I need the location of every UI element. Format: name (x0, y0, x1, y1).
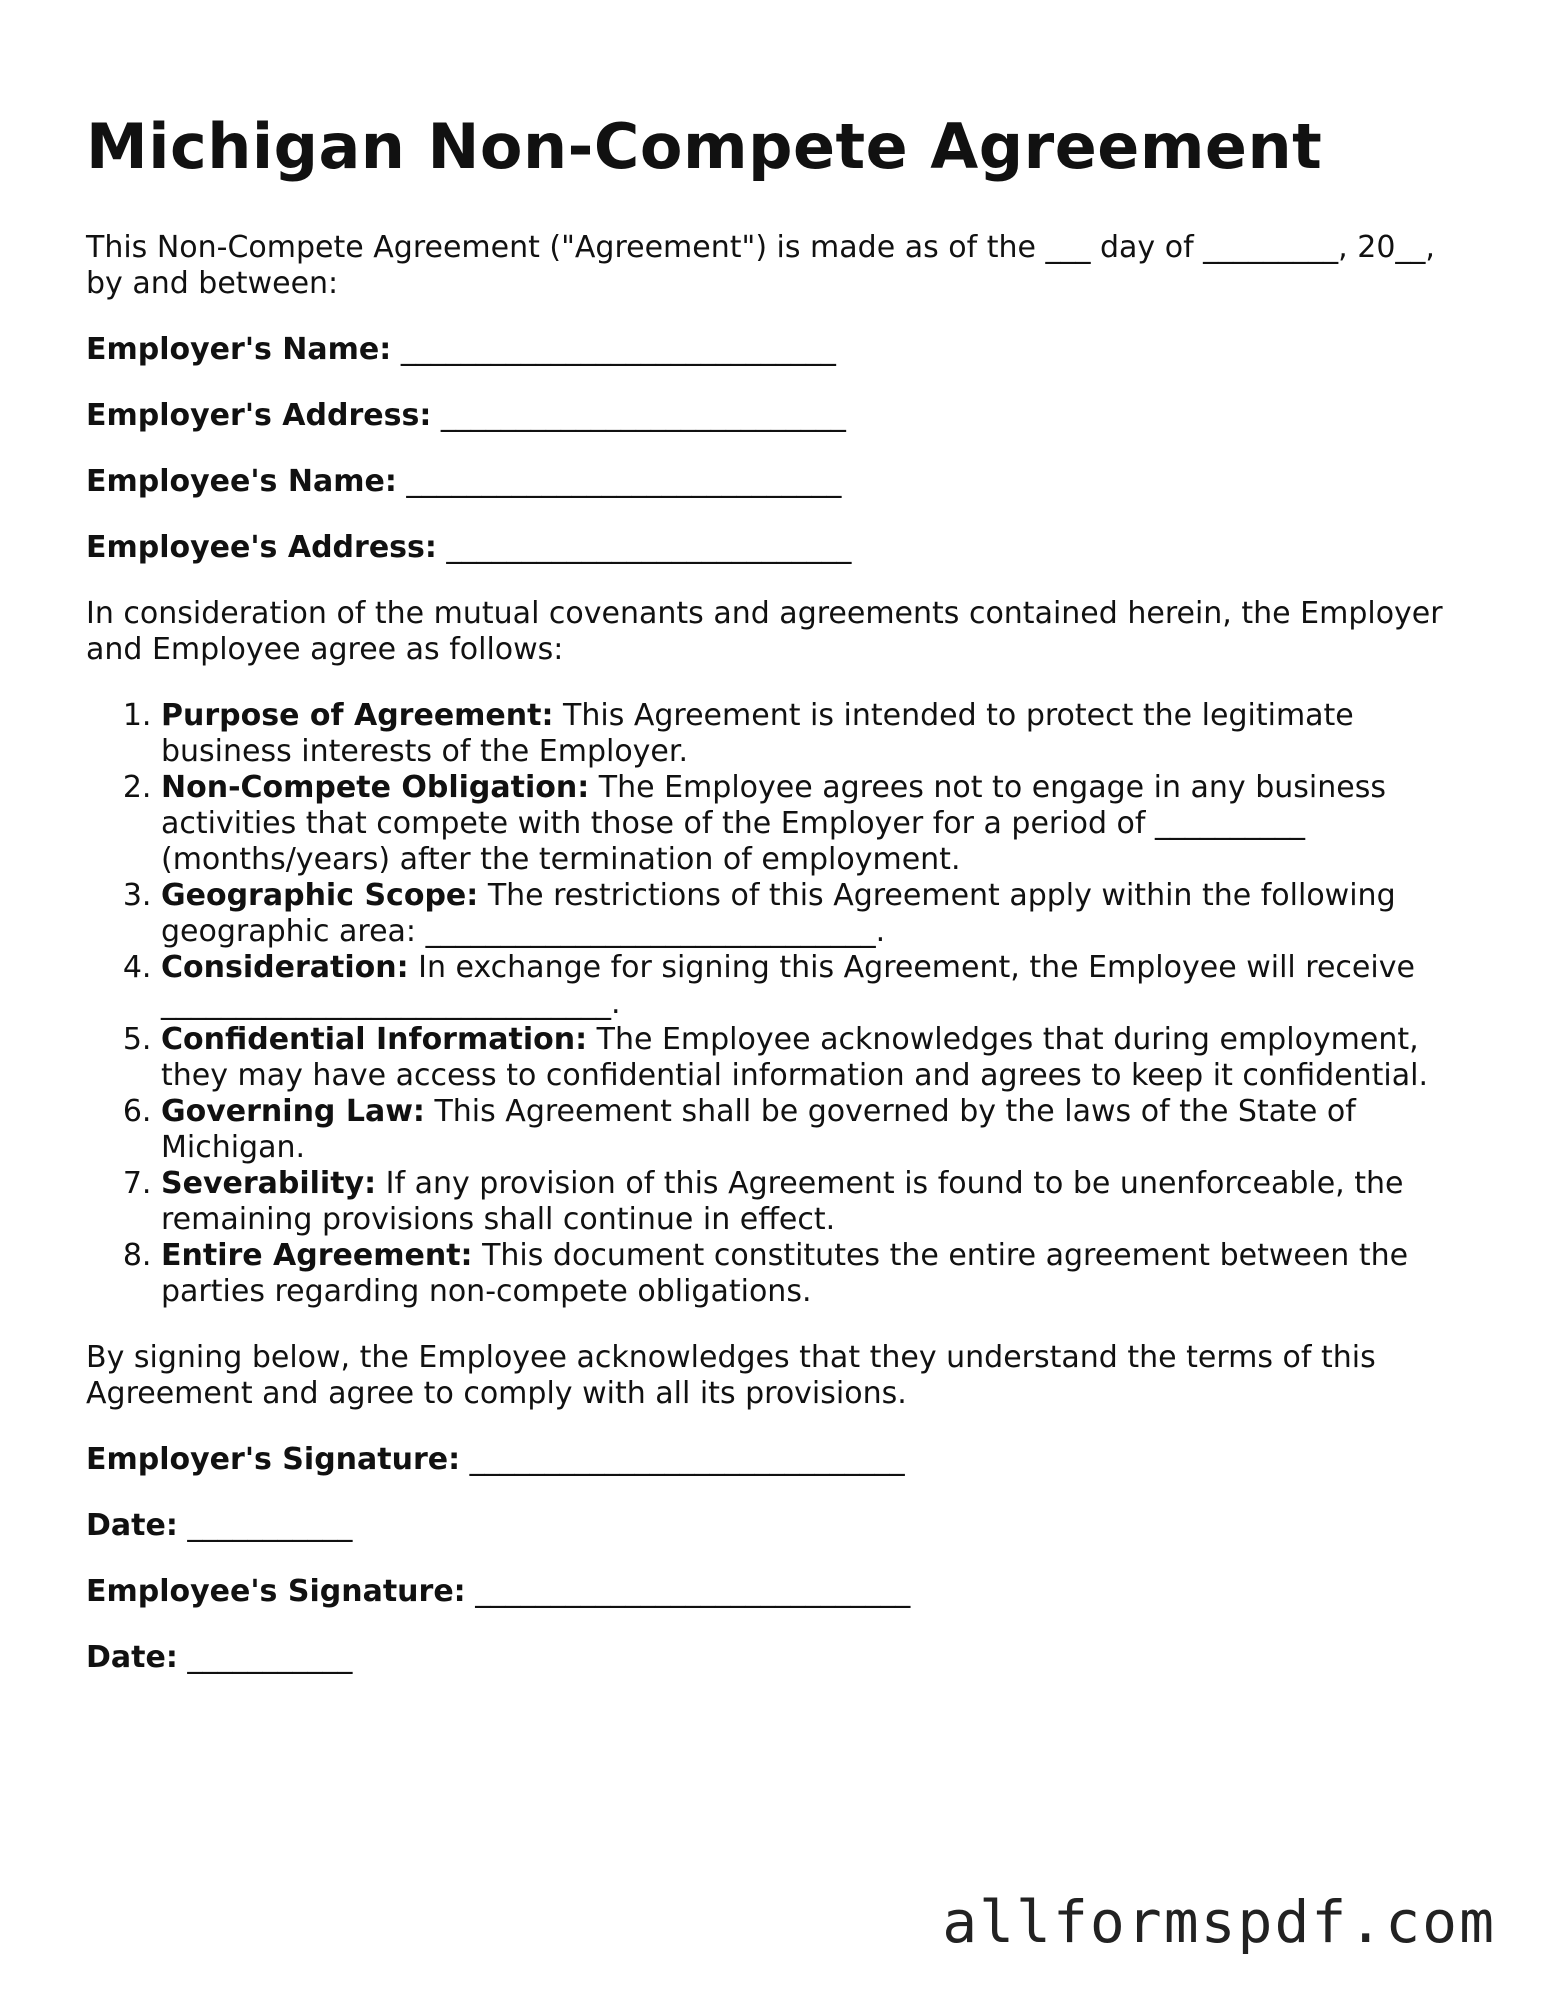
employee-date-line (86, 1640, 1466, 1676)
clause-governing-law (161, 1094, 1466, 1166)
employer-address-label: Employer's Address: (86, 398, 432, 433)
employer-name-label: Employer's Name: (86, 332, 392, 367)
employer-address-field (86, 398, 1466, 434)
clause-text: If any provision of this Agreement is found to be unenforceable, the remaining provisions shall continue in effect. (161, 1166, 1404, 1237)
employee-address-blank[interactable]: ___________________________ (446, 530, 852, 565)
employee-signature-blank[interactable]: _____________________________ (475, 1574, 911, 1609)
employer-date-blank[interactable]: ___________ (187, 1508, 353, 1543)
clause-heading: Severability: (161, 1166, 377, 1201)
clause-severability (161, 1166, 1466, 1238)
clause-text: This document constitutes the entire agreement between the parties regarding non-compete obligations. (161, 1238, 1409, 1309)
clause-purpose (161, 698, 1466, 770)
employer-date-label: Date: (86, 1508, 178, 1543)
clause-text: The restrictions of this Agreement apply within the following geographic area: ______________________________. (161, 878, 1396, 949)
closing-paragraph: By signing below, the Employee acknowledges that they understand the terms of this Agreement and agree to comply with all its provisions. (86, 1340, 1376, 1411)
document-page (86, 108, 1466, 1706)
clause-geographic-scope (161, 878, 1466, 950)
employer-name-blank[interactable]: _____________________________ (400, 332, 836, 367)
document-title: Michigan Non-Compete Agreement (86, 110, 1323, 183)
employee-date-label: Date: (86, 1640, 178, 1675)
employee-name-label: Employee's Name: (86, 464, 397, 499)
site-watermark: allformspdf.com (942, 1888, 1496, 1956)
clause-text: The Employee acknowledges that during employment, they may have access to confidential information and agrees to keep it confidential. (161, 1022, 1429, 1093)
clause-text: The Employee agrees not to engage in any business activities that compete with those of the Employer for a period of __________ (months/years) after the termination of employment. (161, 770, 1386, 877)
clause-heading: Governing Law: (161, 1094, 425, 1129)
clause-heading: Confidential Information: (161, 1022, 588, 1057)
clause-consideration (161, 950, 1466, 1022)
employer-signature-blank[interactable]: _____________________________ (469, 1442, 905, 1477)
clause-heading: Non-Compete Obligation: (161, 770, 590, 805)
employee-date-blank[interactable]: ___________ (187, 1640, 353, 1675)
employee-address-label: Employee's Address: (86, 530, 437, 565)
clause-confidential (161, 1022, 1466, 1094)
employee-name-blank[interactable]: _____________________________ (406, 464, 842, 499)
clause-non-compete (161, 770, 1466, 878)
clause-heading: Entire Agreement: (161, 1238, 473, 1273)
clause-entire-agreement (161, 1238, 1466, 1310)
clause-list (86, 698, 1466, 1310)
clause-heading: Purpose of Agreement: (161, 698, 554, 733)
employee-name-field (86, 464, 1466, 500)
consideration-intro: In consideration of the mutual covenants and agreements contained herein, the Employer and Employee agree as follows: (86, 596, 1443, 667)
employer-address-blank[interactable]: ___________________________ (440, 398, 846, 433)
employee-signature-label: Employee's Signature: (86, 1574, 466, 1609)
intro-paragraph: This Non-Compete Agreement ("Agreement") is made as of the ___ day of _________, 20__, by and between: (86, 230, 1435, 301)
employer-name-field (86, 332, 1466, 368)
clause-heading: Consideration: (161, 950, 409, 985)
employer-signature-line (86, 1442, 1466, 1478)
employee-signature-line (86, 1574, 1466, 1610)
employee-address-field (86, 530, 1466, 566)
employer-date-line (86, 1508, 1466, 1544)
clause-heading: Geographic Scope: (161, 878, 479, 913)
clause-text: In exchange for signing this Agreement, the Employee will receive ______________________________. (161, 950, 1415, 1021)
clause-text: This Agreement is intended to protect the legitimate business interests of the Employer. (161, 698, 1354, 769)
employer-signature-label: Employer's Signature: (86, 1442, 461, 1477)
clause-text: This Agreement shall be governed by the laws of the State of Michigan. (161, 1094, 1356, 1165)
